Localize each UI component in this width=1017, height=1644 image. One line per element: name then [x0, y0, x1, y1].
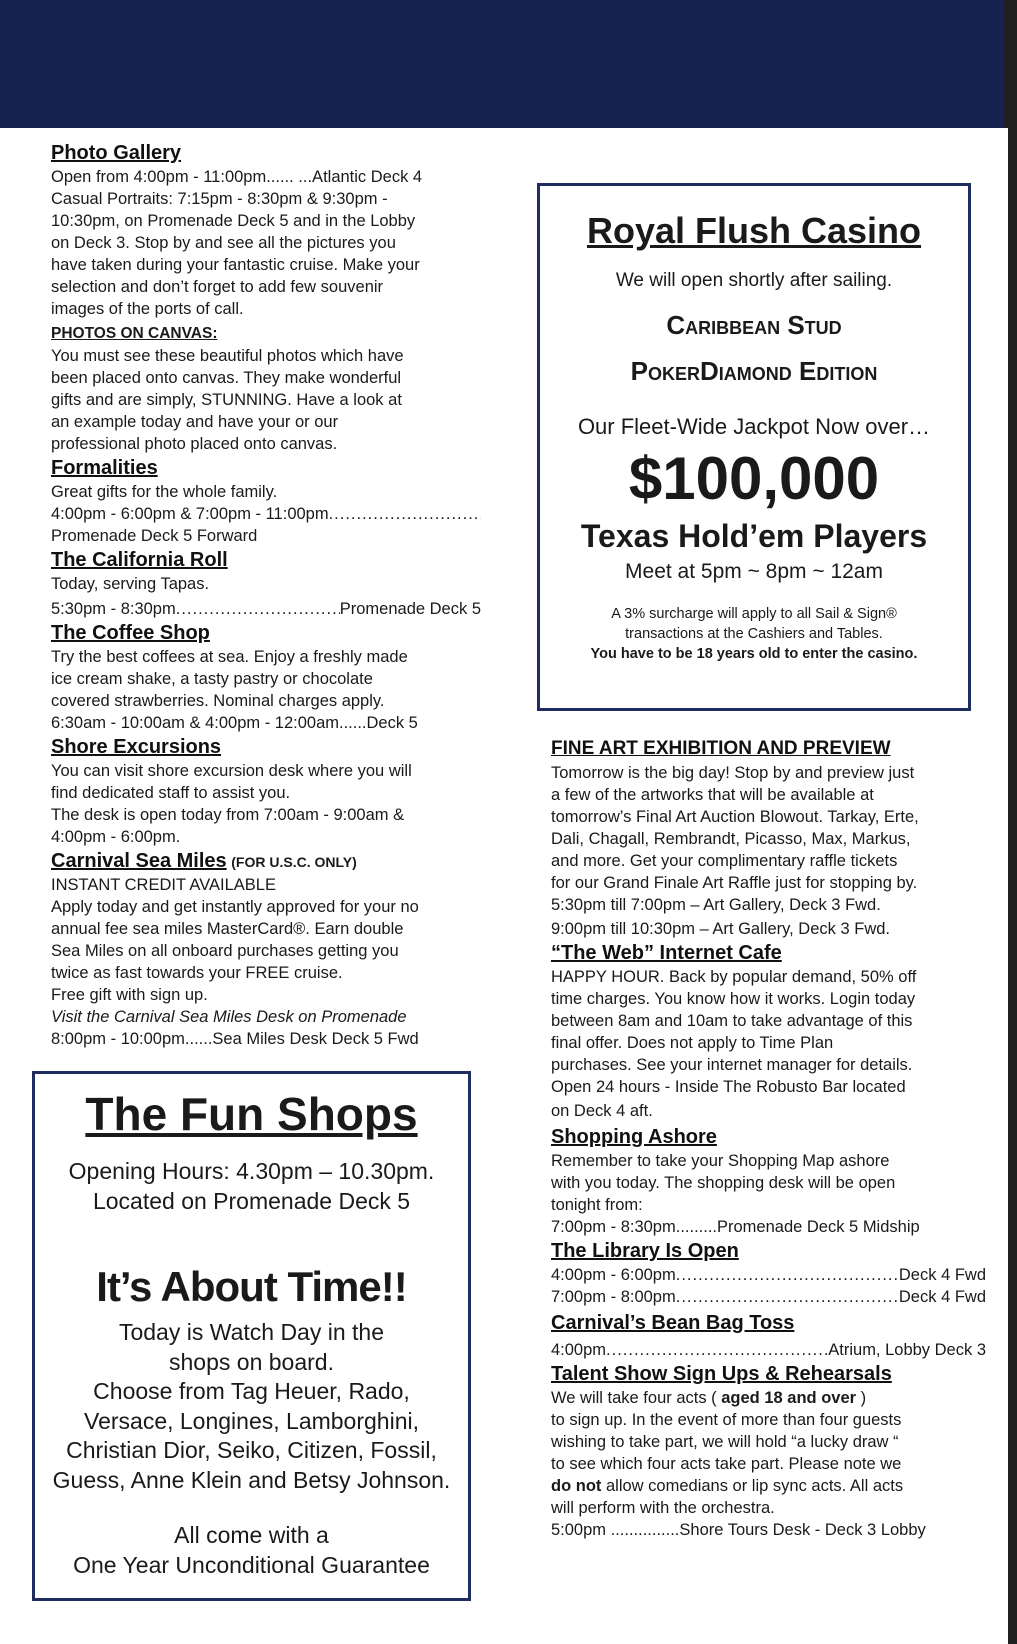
- sea-miles-heading: [51, 848, 481, 874]
- fine-art-title: FINE ART EXHIBITION AND PREVIEW: [551, 738, 891, 759]
- text-line: Apply today and get instantly approved for your no: [51, 898, 419, 916]
- library-row: [551, 1286, 986, 1308]
- casino-title: Royal Flush Casino: [586, 210, 922, 251]
- text-line: been placed onto canvas. They make wonderful: [51, 369, 402, 387]
- text-line: You can visit shore excursion desk where you will: [51, 762, 412, 780]
- fun-shops-title: The Fun Shops: [85, 1088, 418, 1140]
- web-cafe-title: “The Web” Internet Cafe: [551, 942, 782, 964]
- text-line: [551, 1475, 986, 1497]
- jackpot-amount: $100,000: [628, 445, 880, 512]
- casino-box: [537, 183, 971, 711]
- text-line: 9:00pm till 10:30pm – Art Gallery, Deck 3 Fwd.: [551, 920, 890, 938]
- fun-shops-box: [32, 1071, 471, 1601]
- bean-bag-title: Carnival’s Bean Bag Toss: [551, 1312, 795, 1334]
- casino-age-note: You have to be 18 years old to enter the casino.: [590, 646, 918, 662]
- text-line: 6:30am - 10:00am & 4:00pm - 12:00am......Deck 5: [51, 714, 418, 732]
- text-line: time charges. You know how it works. Login today: [551, 990, 916, 1008]
- california-roll-title: The California Roll: [51, 549, 228, 571]
- casino-surcharge: A 3% surcharge will apply to all Sail & Sign®: [611, 606, 897, 622]
- time: 4:00pm - 6:00pm & 7:00pm - 11:00pm: [51, 505, 329, 523]
- text-line: Guess, Anne Klein and Betsy Johnson.: [52, 1466, 451, 1493]
- about-time-title: It’s About Time!!: [96, 1263, 407, 1310]
- text-line: 5:00pm ...............Shore Tours Desk - Deck 3 Lobby: [551, 1521, 926, 1539]
- text-line: shops on board.: [169, 1348, 334, 1375]
- text-line: Open from 4:00pm - 11:00pm...... ...Atlantic Deck 4: [51, 168, 423, 186]
- text-line: One Year Unconditional Guarantee: [73, 1551, 430, 1578]
- text-line: Remember to take your Shopping Map ashore: [551, 1152, 890, 1170]
- text-line: between 8am and 10am to take advantage of this: [551, 1012, 913, 1030]
- text: We will take four acts (: [551, 1389, 722, 1407]
- text-line: Open 24 hours - Inside The Robusto Bar located: [551, 1078, 906, 1096]
- text-line: tonight from:: [551, 1196, 643, 1214]
- fun-shops-hours: Opening Hours: 4.30pm – 10.30pm.: [68, 1158, 435, 1184]
- text-line: Choose from Tag Heuer, Rado,: [93, 1378, 410, 1404]
- text-line: Tomorrow is the big day! Stop by and preview just: [551, 764, 915, 782]
- text-line: professional photo placed onto canvas.: [51, 435, 338, 453]
- text-line: Try the best coffees at sea. Enjoy a freshly made: [51, 648, 408, 666]
- text-line: twice as fast towards your FREE cruise.: [51, 964, 343, 982]
- casino-game-line: Caribbean Stud: [666, 310, 842, 340]
- sea-miles-title: Carnival Sea Miles: [51, 850, 227, 872]
- talent-show-title: Talent Show Sign Ups & Rehearsals: [551, 1363, 892, 1385]
- text-line: an example today and have your or our: [51, 413, 339, 431]
- text-line: All come with a: [174, 1522, 329, 1548]
- text-line: Casual Portraits: 7:15pm - 8:30pm & 9:30pm -: [51, 190, 388, 208]
- text-line: gifts and are simply, STUNNING. Have a look at: [51, 391, 402, 409]
- text-line: to see which four acts take part. Please note we: [551, 1455, 902, 1473]
- formalities-title: Formalities: [51, 457, 158, 479]
- text-line: INSTANT CREDIT AVAILABLE: [51, 876, 276, 894]
- text-line: have taken during your fantastic cruise. Make your: [51, 256, 420, 274]
- text-line: annual fee sea miles MasterCard®. Earn double: [51, 920, 404, 938]
- text-line: 5:30pm till 7:00pm – Art Gallery, Deck 3 Fwd.: [551, 896, 881, 914]
- text-line: a few of the artworks that will be available at: [551, 786, 874, 804]
- text-line: images of the ports of call.: [51, 300, 244, 318]
- casino-meet-times: Meet at 5pm ~ 8pm ~ 12am: [625, 560, 883, 583]
- time: 5:30pm - 8:30pm: [51, 600, 176, 618]
- text: ): [856, 1389, 867, 1407]
- text-line: 8:00pm - 10:00pm......Sea Miles Desk Deck 5 Fwd: [51, 1030, 419, 1048]
- right-column: [551, 736, 986, 1541]
- text-line: 7:00pm - 8:30pm.........Promenade Deck 5 Midship: [551, 1218, 920, 1236]
- place: Deck 4 Fwd: [898, 1288, 986, 1306]
- text-line: to sign up. In the event of more than four guests: [551, 1411, 902, 1429]
- time: 4:00pm: [551, 1341, 607, 1359]
- fun-shops-body: [35, 1318, 468, 1495]
- text-line: Christian Dior, Seiko, Citizen, Fossil,: [66, 1437, 437, 1463]
- coffee-shop-title: The Coffee Shop: [51, 622, 210, 644]
- casino-game-line: PokerDiamond Edition: [630, 356, 878, 386]
- text-line: purchases. See your internet manager for details.: [551, 1056, 913, 1074]
- text-line: covered strawberries. Nominal charges apply.: [51, 692, 385, 710]
- casino-open-text: We will open shortly after sailing.: [615, 270, 893, 291]
- text-line: will perform with the orchestra.: [551, 1499, 775, 1517]
- guarantee-text: [35, 1521, 468, 1580]
- text-line: and more. Get your complimentary raffle tickets: [551, 852, 898, 870]
- shore-excursions-title: Shore Excursions: [51, 736, 222, 758]
- place: Promenade Deck 5: [339, 600, 481, 618]
- text-line: 10:30pm, on Promenade Deck 5 and in the Lobby: [51, 212, 416, 230]
- text-line: final offer. Does not apply to Time Plan: [551, 1034, 834, 1052]
- text-line: HAPPY HOUR. Back by popular demand, 50% off: [551, 968, 917, 986]
- place: Deck 4 Fwd: [898, 1266, 986, 1284]
- text-line: The desk is open today from 7:00am - 9:00am &: [51, 806, 405, 824]
- page-edge: [1004, 0, 1017, 1644]
- library-title: The Library Is Open: [551, 1240, 739, 1262]
- text-line: wishing to take part, we will hold “a lucky draw “: [551, 1433, 899, 1451]
- california-roll-time-row: [51, 598, 481, 620]
- photo-gallery-title: Photo Gallery: [51, 142, 182, 164]
- text-line: with you today. The shopping desk will be open: [551, 1174, 896, 1192]
- formalities-time-row: [51, 503, 481, 525]
- text-line: ice cream shake, a tasty pastry or chocolate: [51, 670, 373, 688]
- text-line: for our Grand Finale Art Raffle just for stopping by.: [551, 874, 918, 892]
- text-line: selection and don’t forget to add few souvenir: [51, 278, 384, 296]
- casino-surcharge: transactions at the Cashiers and Tables.: [625, 626, 883, 642]
- text-line: Visit the Carnival Sea Miles Desk on Promenade: [51, 1008, 407, 1026]
- text-line: Today, serving Tapas.: [51, 575, 210, 593]
- text-line: [551, 1387, 986, 1409]
- text-line: Today is Watch Day in the: [118, 1319, 385, 1345]
- header-band: [0, 0, 1004, 128]
- fun-shops-location: Located on Promenade Deck 5: [92, 1188, 411, 1214]
- text-line: Sea Miles on all onboard purchases getting you: [51, 942, 399, 960]
- text-line: on Deck 3. Stop by and see all the pictures you: [51, 234, 396, 252]
- text-line: You must see these beautiful photos which have: [51, 347, 404, 365]
- text-line: Versace, Longines, Lamborghini,: [84, 1407, 419, 1434]
- library-row: [551, 1264, 986, 1286]
- photos-canvas-title: PHOTOS ON CANVAS:: [51, 325, 218, 342]
- bean-bag-row: [551, 1339, 986, 1361]
- time: 7:00pm - 8:00pm: [551, 1288, 676, 1306]
- text-line: 4:00pm - 6:00pm.: [51, 828, 181, 846]
- text: allow comedians or lip sync acts. All acts: [601, 1477, 904, 1495]
- age-requirement: aged 18 and over: [721, 1389, 857, 1407]
- text-line: Promenade Deck 5 Forward: [51, 527, 258, 545]
- casino-fleet-text: Our Fleet-Wide Jackpot Now over…: [577, 414, 931, 439]
- sea-miles-title-suffix: (FOR U.S.C. ONLY): [231, 854, 357, 870]
- text-line: on Deck 4 aft.: [551, 1102, 653, 1120]
- text-line: tomorrow’s Final Art Auction Blowout. Tarkay, Erte,: [551, 808, 919, 826]
- text-line: Great gifts for the whole family.: [51, 483, 278, 501]
- time: 4:00pm - 6:00pm: [551, 1266, 676, 1284]
- place: Atrium, Lobby Deck 3: [828, 1341, 986, 1359]
- emphasis: do not: [551, 1477, 602, 1495]
- shopping-ashore-title: Shopping Ashore: [551, 1126, 717, 1148]
- text-line: Dali, Chagall, Rembrandt, Picasso, Max, Markus,: [551, 830, 911, 848]
- left-column: [51, 140, 481, 1050]
- text-line: find dedicated staff to assist you.: [51, 784, 291, 802]
- text-line: Free gift with sign up.: [51, 986, 208, 1004]
- casino-texas-title: Texas Hold’em Players: [580, 518, 928, 554]
